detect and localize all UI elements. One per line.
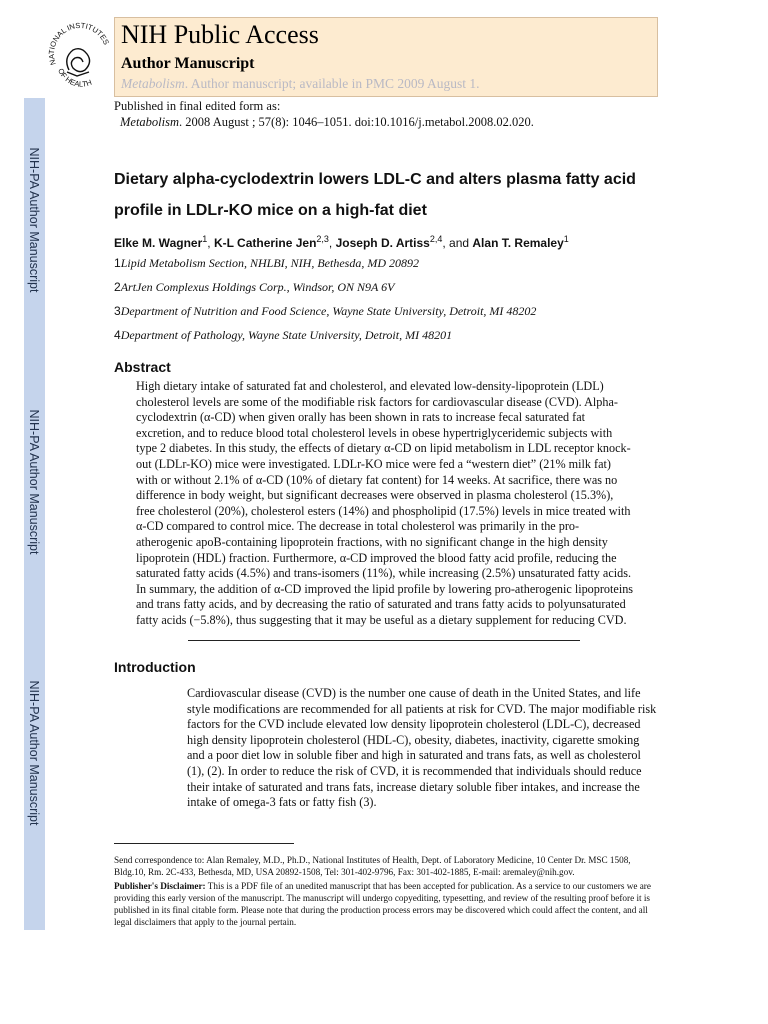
affiliation-text: Department of Pathology, Wayne State University, Detroit, MI 48201 — [120, 328, 453, 342]
affiliation — [114, 256, 419, 271]
affiliation-text: Department of Nutrition and Food Science, Wayne State University, Detroit, MI 48202 — [120, 304, 537, 318]
page-title: NIH Public Access — [121, 20, 319, 49]
citation-journal: Metabolism — [120, 115, 180, 129]
author-affiliation-ref: 2,4 — [429, 234, 443, 244]
manuscript-type: Author Manuscript — [121, 55, 255, 72]
author-separator: , — [207, 236, 214, 250]
publisher-disclaimer — [114, 880, 654, 928]
author-name: K-L Catherine Jen — [213, 236, 317, 250]
affiliation — [114, 304, 536, 319]
availability-note — [121, 76, 479, 92]
author-affiliation-ref: 2,3 — [316, 234, 329, 244]
author-list — [114, 234, 569, 250]
introduction-text: Cardiovascular disease (CVD) is the number one cause of death in the United States, and life style modifications are recommended for all patients at risk for CVD. The major modifiable risk factors for the CVD include elevated low density lipoprotein cholesterol (LDL-C), decreased high density lipoprotein cholesterol (HDL-C), obesity, diabetes, inactivity, cigarette smoking and a poor diet low in soluble fiber and high in saturated and trans fats, as well as cholesterol (1), (2). In order to reduce the risk of CVD, it is recommended that individuals should reduce their intake of saturated and trans fats, increase dietary soluble fiber intakes, and increase the intake of omega-3 fats or fatty fish (3). — [187, 686, 657, 810]
footnote-divider — [114, 843, 294, 844]
correspondence-note: Send correspondence to: Alan Remaley, M.D., Ph.D., National Institutes of Health, Dept. of Laboratory Medicine, 10 Center Dr. MSC 1508, Bldg.10, Rm. 2C-433, Bethesda, MD, USA 20892-1508, Tel: 301-402-9796, Fax: 301-402-1885, E-mail: aremaley@nih.gov. — [114, 855, 631, 877]
author-separator: , — [328, 236, 336, 250]
introduction-heading: Introduction — [114, 659, 196, 675]
affiliation-number: 3 — [114, 304, 121, 318]
sidebar-label: NIH-PA Author Manuscript — [27, 409, 41, 555]
sidebar-strip — [24, 98, 45, 930]
author-name: Joseph D. Artiss — [335, 236, 430, 250]
affiliation — [114, 328, 452, 343]
citation-details: . 2008 August ; 57(8): 1046–1051. doi:10.1016/j.metabol.2008.02.020. — [179, 115, 534, 129]
affiliation-number: 2 — [114, 280, 121, 294]
affiliation — [114, 280, 394, 295]
affiliation-number: 1 — [114, 256, 121, 270]
section-divider — [188, 640, 580, 641]
nih-logo — [44, 14, 114, 98]
author-name: Elke M. Wagner — [114, 236, 203, 250]
abstract-text: High dietary intake of saturated fat and cholesterol, and elevated low-density-lipoprotein (LDL) cholesterol levels are some of the modifiable risk factors for cardiovascular disease (CVD). Alpha-cyclodextrin (α-CD) when given orally has been shown in rats to increase fecal saturated fat excretion, and to reduce blood total cholesterol levels in obese hypertriglyceridemic subjects with type 2 diabetes. In this study, the effects of dietary α-CD on lipid metabolism in LDL receptor knock-out (LDLr-KO) mice were investigated. LDLr-KO mice were fed a “western diet” (21% milk fat) with or without 2.1% of α-CD (10% of dietary fat content) for 14 weeks. At sacrifice, there was no difference in body weight, but significant decreases were observed in plasma cholesterol (15.3%), free cholesterol (20%), cholesterol esters (14%) and phospholipid (17.5%) levels in mice treated with α-CD compared to control mice. The decrease in total cholesterol was primarily in the pro-atherogenic apoB-containing lipoprotein fractions, with no significant change in the high density lipoprotein (HDL) fraction. Furthermore, α-CD improved the blood fatty acid profile, reducing the saturated fatty acids (4.5%) and trans-isomers (11%), while increasing (2.5%) unsaturated fatty acids. In summary, the addition of α-CD improved the lipid profile by lowering pro-atherogenic lipoproteins and trans fatty acids, and by decreasing the ratio of saturated and trans fatty acids to polyunsaturated fatty acids (−5.8%), thus suggesting that it may be useful as a dietary supplement for reducing CVD. — [136, 379, 634, 627]
author-name: Alan T. Remaley — [472, 236, 564, 250]
author-affiliation-ref: 1 — [563, 234, 569, 244]
citation — [114, 114, 534, 130]
publication-info — [114, 98, 534, 130]
sidebar-label: NIH-PA Author Manuscript — [27, 147, 41, 293]
affiliation-number: 4 — [114, 328, 121, 342]
disclaimer-label: Publisher's Disclaimer: — [114, 881, 206, 891]
logo-bottom-text: OF HEALTH — [56, 66, 93, 89]
affiliation-text: Lipid Metabolism Section, NHLBI, NIH, Bethesda, MD 20892 — [120, 256, 419, 270]
article-title: Dietary alpha-cyclodextrin lowers LDL-C and alters plasma fatty acid profile in LDLr-KO mice on a high-fat diet — [114, 171, 636, 219]
svg-text:NATIONAL INSTITUTES — [47, 21, 111, 66]
sidebar-label: NIH-PA Author Manuscript — [27, 680, 41, 826]
journal-name: Metabolism — [121, 76, 185, 91]
logo-top-text: NATIONAL INSTITUTES — [46, 20, 112, 67]
header-banner — [114, 17, 658, 97]
affiliation-text: ArtJen Complexus Holdings Corp., Windsor, ON N9A 6V — [120, 280, 395, 294]
abstract-heading: Abstract — [114, 359, 171, 375]
disclaimer-text: This is a PDF file of an unedited manuscript that has been accepted for publication. As a service to our customers we are providing this early version of the manuscript. The manuscript will undergo copyediting, typesetting, and review of the resulting proof before it is published in its final citable form. Please note that during the production process errors may be discovered which could affect the content, and all legal disclaimers that apply to the journal pertain. — [114, 881, 651, 927]
availability-text: . Author manuscript; available in PMC 2009 August 1. — [184, 76, 480, 91]
author-separator: , and — [442, 236, 473, 250]
publication-line: Published in final edited form as: — [114, 99, 281, 113]
author-affiliation-ref: 1 — [202, 234, 208, 244]
